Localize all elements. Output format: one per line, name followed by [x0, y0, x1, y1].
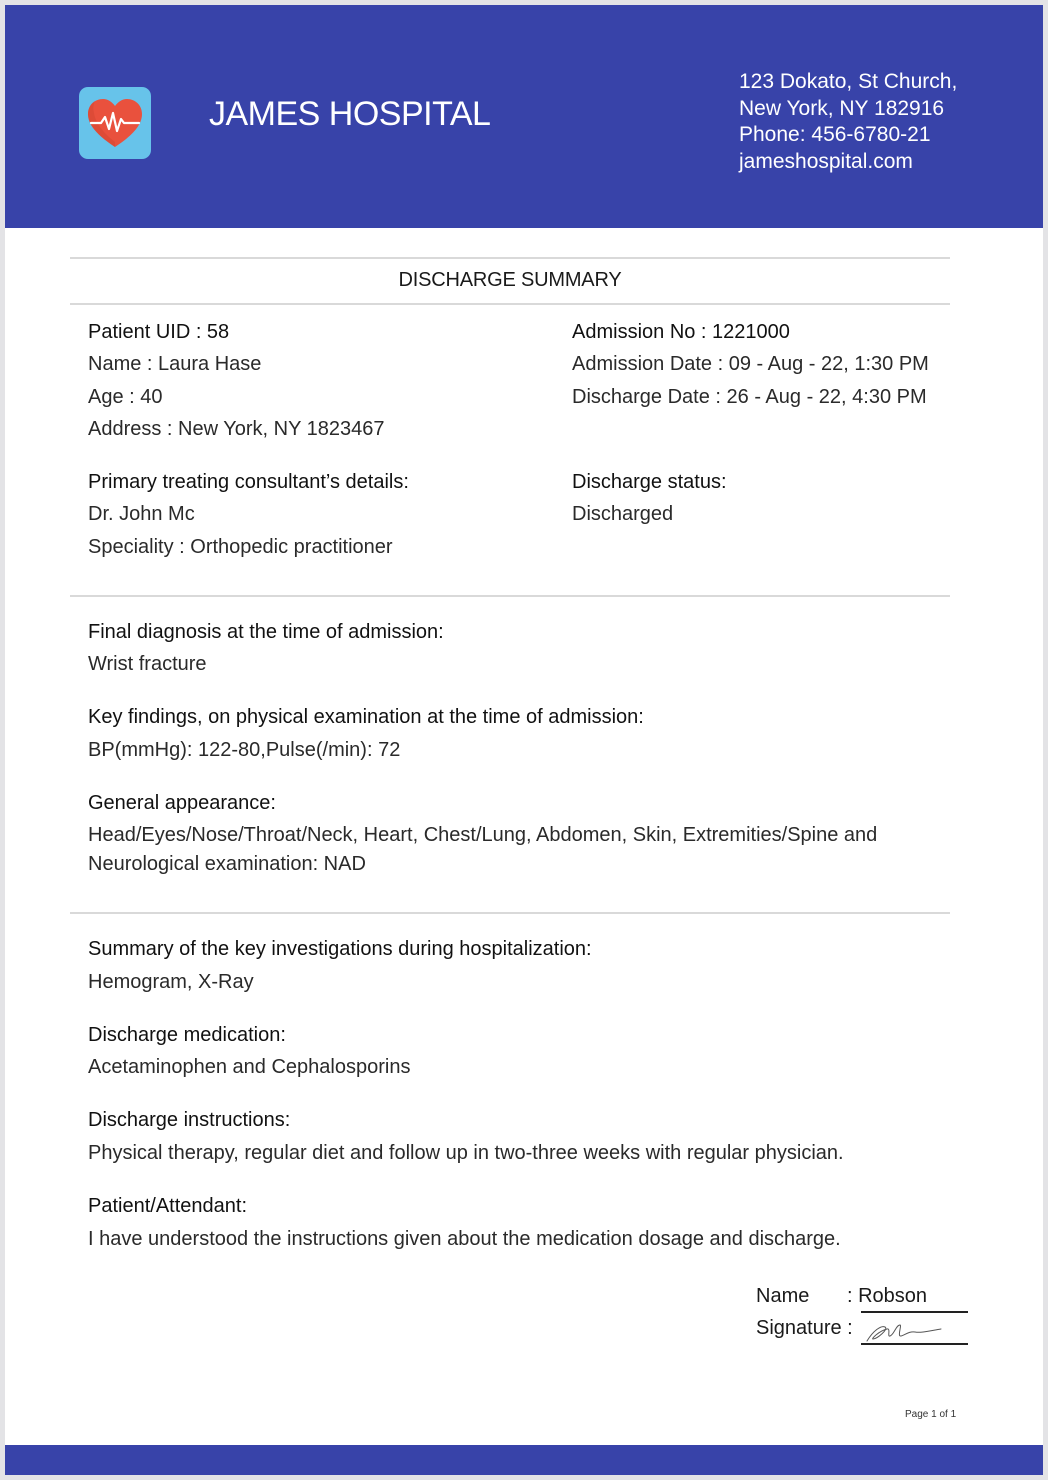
document-page — [5, 5, 1043, 1475]
findings-heading: Key findings, on physical examination at the time of admission: — [88, 706, 644, 728]
divider — [70, 912, 950, 914]
signature-underline — [861, 1343, 968, 1345]
consultant-name: Dr. John Mc — [88, 503, 195, 525]
investigations-value: Hemogram, X-Ray — [88, 971, 254, 993]
discharge-date: Discharge Date : 26 - Aug - 22, 4:30 PM — [572, 386, 927, 408]
divider — [70, 303, 950, 305]
hospital-name: JAMES HOSPITAL — [209, 95, 491, 133]
divider — [70, 595, 950, 597]
phone-number: Phone: 456-6780-21 — [739, 123, 931, 146]
appearance-line-1: Head/Eyes/Nose/Throat/Neck, Heart, Chest/Lung, Abdomen, Skin, Extremities/Spine and — [88, 824, 878, 846]
patient-uid: Patient UID : 58 — [88, 321, 230, 343]
hospital-contact — [739, 69, 957, 175]
name-underline — [861, 1311, 968, 1313]
signoff-name-value: : Robson — [847, 1285, 928, 1307]
discharge-status-heading: Discharge status: — [572, 471, 727, 493]
patient-name: Name : Laura Hase — [88, 353, 262, 375]
address-line-1: 123 Dokato, St Church, — [739, 70, 958, 93]
medication-heading: Discharge medication: — [88, 1024, 286, 1046]
diagnosis-heading: Final diagnosis at the time of admission: — [88, 621, 444, 643]
patient-address: Address : New York, NY 1823467 — [88, 418, 385, 440]
header-banner — [5, 5, 1043, 228]
appearance-line-2: Neurological examination: NAD — [88, 853, 366, 875]
attendant-value: I have understood the instructions given about the medication dosage and discharge. — [88, 1228, 841, 1250]
consultant-heading: Primary treating consultant’s details: — [88, 471, 409, 493]
footer-banner — [5, 1445, 1043, 1475]
website: jameshospital.com — [739, 149, 913, 173]
address-line-2: New York, NY 182916 — [739, 96, 945, 120]
instructions-value: Physical therapy, regular diet and follow up in two-three weeks with regular physician. — [88, 1142, 844, 1164]
heart-pulse-icon — [79, 87, 151, 159]
admission-date: Admission Date : 09 - Aug - 22, 1:30 PM — [572, 353, 929, 375]
investigations-heading: Summary of the key investigations during hospitalization: — [88, 938, 592, 960]
patient-age: Age : 40 — [88, 386, 163, 408]
attendant-heading: Patient/Attendant: — [88, 1195, 248, 1217]
appearance-heading: General appearance: — [88, 792, 276, 814]
signature-image — [863, 1317, 953, 1345]
document-title: DISCHARGE SUMMARY — [398, 269, 622, 291]
signoff-name-label: Name — [756, 1285, 810, 1307]
medication-value: Acetaminophen and Cephalosporins — [88, 1056, 411, 1078]
admission-number: Admission No : 1221000 — [572, 321, 790, 343]
discharge-status-value: Discharged — [572, 503, 674, 525]
divider — [70, 257, 950, 259]
diagnosis-value: Wrist fracture — [88, 653, 207, 675]
findings-value: BP(mmHg): 122-80,Pulse(/min): 72 — [88, 739, 401, 761]
page-number: Page 1 of 1 — [905, 1409, 957, 1420]
instructions-heading: Discharge instructions: — [88, 1109, 291, 1131]
consultant-speciality: Speciality : Orthopedic practitioner — [88, 536, 393, 558]
signoff-signature-label: Signature : — [756, 1317, 853, 1339]
